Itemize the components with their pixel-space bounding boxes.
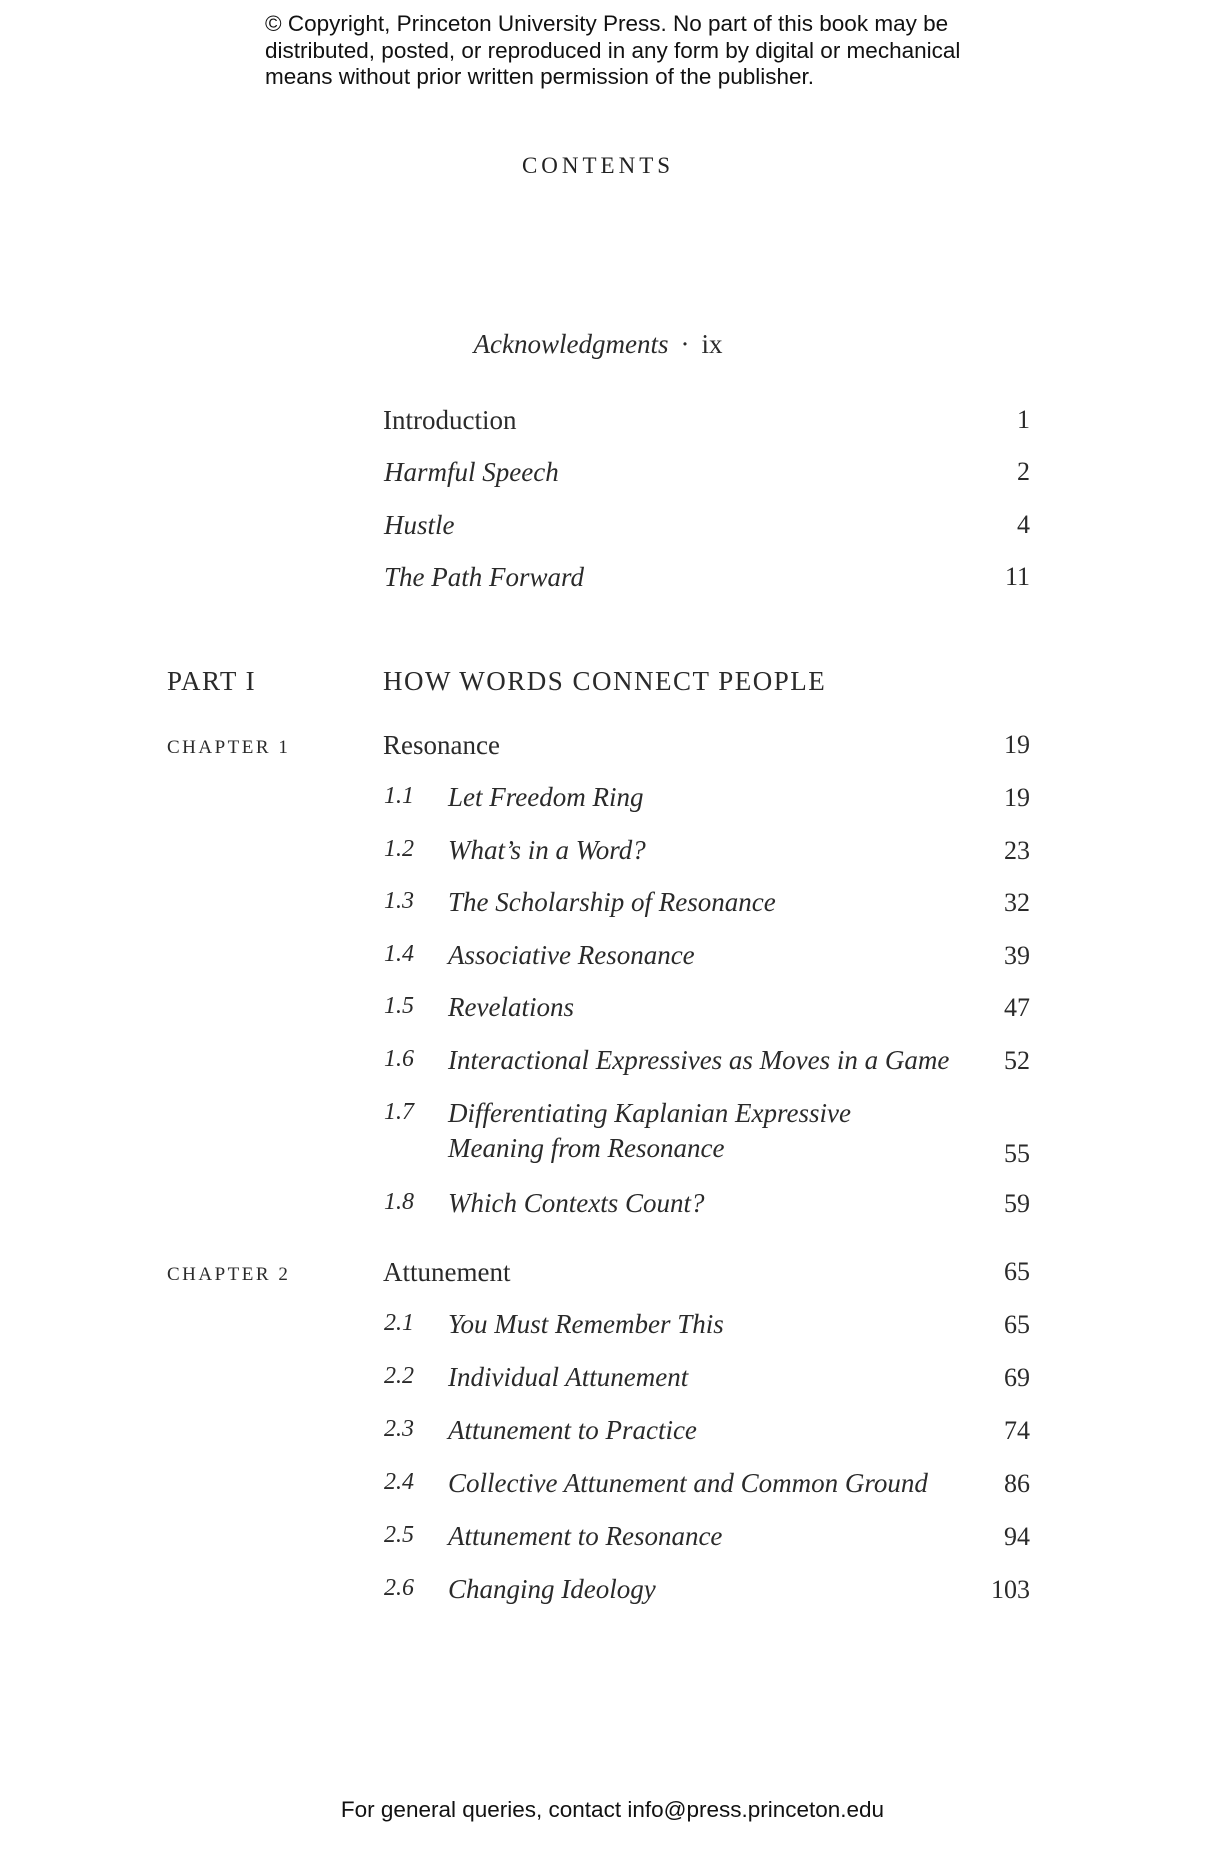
chapter-title: Attunement <box>383 1257 511 1287</box>
toc-page-number: 19 <box>1004 730 1030 759</box>
copyright-line: distributed, posted, or reproduced in any form by digital or mechanical <box>265 37 961 63</box>
toc-page-number: 55 <box>1004 1139 1030 1168</box>
toc-section-title: Let Freedom Ring <box>448 782 644 812</box>
section-number: 2.4 <box>384 1469 414 1495</box>
toc-section[interactable] <box>0 1099 1225 1175</box>
toc-page-number: 47 <box>1004 993 1030 1022</box>
toc-section-title: What’s in a Word? <box>448 835 646 865</box>
toc-section[interactable] <box>0 1189 1225 1229</box>
copyright-line: © Copyright, Princeton University Press. No part of this book may be <box>265 11 949 36</box>
section-number: 2.5 <box>384 1522 414 1548</box>
toc-section[interactable] <box>0 457 1225 497</box>
chapter-title: Resonance <box>383 730 500 760</box>
section-number: 1.3 <box>384 888 414 914</box>
chapter-label: CHAPTER 1 <box>167 737 291 758</box>
toc-page-number: 2 <box>1017 457 1030 486</box>
toc-section[interactable] <box>0 783 1225 823</box>
toc-section-title-line: Meaning from Resonance <box>448 1133 725 1163</box>
section-number: 2.2 <box>384 1363 414 1389</box>
toc-section-title: The Scholarship of Resonance <box>448 887 776 917</box>
toc-section[interactable] <box>0 993 1225 1033</box>
toc-page-number: 59 <box>1004 1189 1030 1218</box>
toc-section-title: Revelations <box>448 992 574 1022</box>
footer-contact: For general queries, contact info@press.princeton.edu <box>340 1797 885 1822</box>
toc-section-title: Attunement to Resonance <box>448 1521 723 1551</box>
section-number: 1.1 <box>384 783 414 809</box>
toc-page-number: 39 <box>1004 941 1030 970</box>
toc-section[interactable] <box>0 1046 1225 1086</box>
section-number: 1.2 <box>384 836 414 862</box>
section-number: 1.7 <box>384 1099 414 1125</box>
toc-entry-introduction[interactable] <box>0 405 1225 445</box>
toc-section[interactable] <box>0 1575 1225 1615</box>
chapter-label: CHAPTER 2 <box>167 1264 291 1285</box>
toc-section-title <box>448 1096 851 1166</box>
copyright-notice <box>265 11 985 91</box>
toc-section[interactable] <box>0 1522 1225 1562</box>
section-number: 2.3 <box>384 1416 414 1442</box>
toc-section-title: Associative Resonance <box>448 940 695 970</box>
toc-section-title: Hustle <box>384 510 455 540</box>
toc-page-number: 69 <box>1004 1363 1030 1392</box>
toc-page-number: 65 <box>1004 1257 1030 1286</box>
toc-page-number: ix <box>701 329 723 359</box>
toc-section[interactable] <box>0 836 1225 876</box>
toc-page-number: 86 <box>1004 1469 1030 1498</box>
page-title: CONTENTS <box>521 153 675 178</box>
toc-page-number: 65 <box>1004 1310 1030 1339</box>
toc-page-number: 11 <box>1004 562 1030 591</box>
part-label: PART I <box>167 666 257 696</box>
toc-section[interactable] <box>0 1416 1225 1456</box>
toc-entry-title: Acknowledgments <box>473 329 669 359</box>
toc-section[interactable] <box>0 1310 1225 1350</box>
toc-page-number: 1 <box>1017 405 1030 434</box>
toc-page-number: 23 <box>1004 836 1030 865</box>
toc-section-title: Interactional Expressives as Moves in a Game <box>448 1045 950 1075</box>
section-number: 1.6 <box>384 1046 414 1072</box>
section-number: 2.1 <box>384 1310 414 1336</box>
toc-chapter[interactable] <box>0 1257 1225 1297</box>
toc-section[interactable] <box>0 510 1225 550</box>
part-title: HOW WORDS CONNECT PEOPLE <box>383 666 827 696</box>
toc-page-number: 103 <box>991 1575 1030 1604</box>
toc-section[interactable] <box>0 1469 1225 1509</box>
toc-section-title: The Path Forward <box>384 562 585 592</box>
toc-page-number: 32 <box>1004 888 1030 917</box>
toc-section[interactable] <box>0 888 1225 928</box>
section-number: 2.6 <box>384 1575 414 1601</box>
toc-page-number: 74 <box>1004 1416 1030 1445</box>
toc-section-title: Changing Ideology <box>448 1574 656 1604</box>
toc-entry-title: Introduction <box>383 405 517 435</box>
toc-section-title: Attunement to Practice <box>448 1415 697 1445</box>
toc-section-title: Which Contexts Count? <box>448 1188 705 1218</box>
toc-section-title: Individual Attunement <box>448 1362 689 1392</box>
toc-chapter[interactable] <box>0 730 1225 770</box>
section-number: 1.4 <box>384 941 414 967</box>
toc-page-number: 19 <box>1004 783 1030 812</box>
toc-page-number: 94 <box>1004 1522 1030 1551</box>
toc-page-number: 52 <box>1004 1046 1030 1075</box>
toc-section-title: You Must Remember This <box>448 1309 724 1339</box>
toc-part-heading <box>0 666 1225 706</box>
copyright-line: means without prior written permission of the publisher. <box>265 64 815 89</box>
separator-dot: · <box>680 329 690 359</box>
toc-section-title: Collective Attunement and Common Ground <box>448 1468 928 1498</box>
toc-page-number: 4 <box>1017 510 1030 539</box>
toc-section[interactable] <box>0 562 1225 602</box>
toc-section[interactable] <box>0 941 1225 981</box>
toc-section-title-line: Differentiating Kaplanian Expressive <box>448 1098 851 1128</box>
toc-section[interactable] <box>0 1363 1225 1403</box>
section-number: 1.8 <box>384 1189 414 1215</box>
toc-section-title: Harmful Speech <box>384 457 559 487</box>
section-number: 1.5 <box>384 993 414 1019</box>
toc-entry-acknowledgments[interactable] <box>0 329 1196 360</box>
